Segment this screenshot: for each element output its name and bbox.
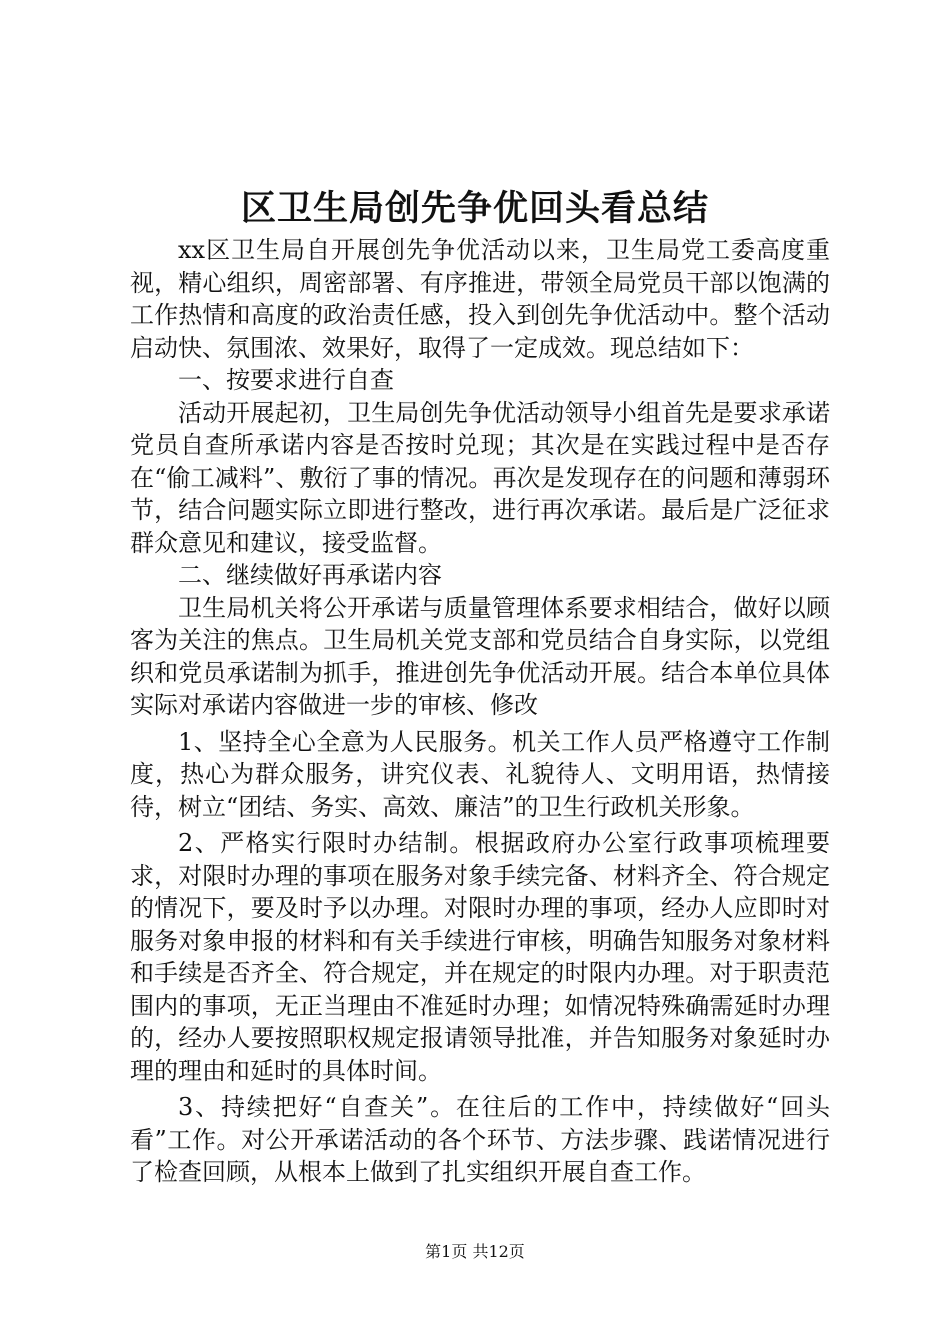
section-heading-2: 二、继续做好再承诺内容 xyxy=(178,561,442,589)
document-body xyxy=(130,234,830,1189)
section-2-paragraph: 卫生局机关将公开承诺与质量管理体系要求相结合，做好以顾客为关注的焦点。卫生局机关党支部和党员结合自身实际，以党组织和党员承诺制为抓手，推进创先争优活动开展。结合本单位具体实际对承诺内容做进一步的审核、修改 xyxy=(130,593,830,719)
section-1-paragraph: 活动开展起初，卫生局创先争优活动领导小组首先是要求承诺党员自查所承诺内容是否按时兑现；其次是在实践过程中是否存在“偷工减料”、敷衍了事的情况。再次是发现存在的问题和薄弱环节，结合问题实际立即进行整改，进行再次承诺。最后是广泛征求群众意见和建议，接受监督。 xyxy=(130,398,830,557)
item-1-paragraph: 1、坚持全心全意为人民服务。机关工作人员严格遵守工作制度，热心为群众服务，讲究仪表、礼貌待人、文明用语，热情接待，树立“团结、务实、高效、廉洁”的卫生行政机关形象。 xyxy=(130,727,830,821)
document-title: 区卫生局创先争优回头看总结 xyxy=(240,188,709,229)
section-heading-1: 一、按要求进行自查 xyxy=(178,366,394,394)
item-2-paragraph: 2、严格实行限时办结制。根据政府办公室行政事项梳理要求，对限时办理的事项在服务对象手续完备、材料齐全、符合规定的情况下，要及时予以办理。对限时办理的事项，经办人应即时对服务对象申报的材料和有关手续进行审核，明确告知服务对象材料和手续是否齐全、符合规定，并在规定的时限内办理。对于职责范围内的事项，无正当理由不准延时办理；如情况特殊确需延时办理的，经办人要按照职权规定报请领导批准，并告知服务对象延时办理的理由和延时的具体时间。 xyxy=(130,829,830,1085)
page-number-footer: 第1页 共12页 xyxy=(425,1242,525,1261)
intro-paragraph: xx区卫生局自开展创先争优活动以来，卫生局党工委高度重视，精心组织，周密部署、有序推进，带领全局党员干部以饱满的工作热情和高度的政治责任感，投入到创先争优活动中。整个活动启动快、氛围浓、效果好，取得了一定成效。现总结如下： xyxy=(130,236,830,362)
item-3-paragraph: 3、持续把好“自查关”。在往后的工作中，持续做好“回头看”工作。对公开承诺活动的各个环节、方法步骤、践诺情况进行了检查回顾，从根本上做到了扎实组织开展自查工作。 xyxy=(130,1093,830,1186)
